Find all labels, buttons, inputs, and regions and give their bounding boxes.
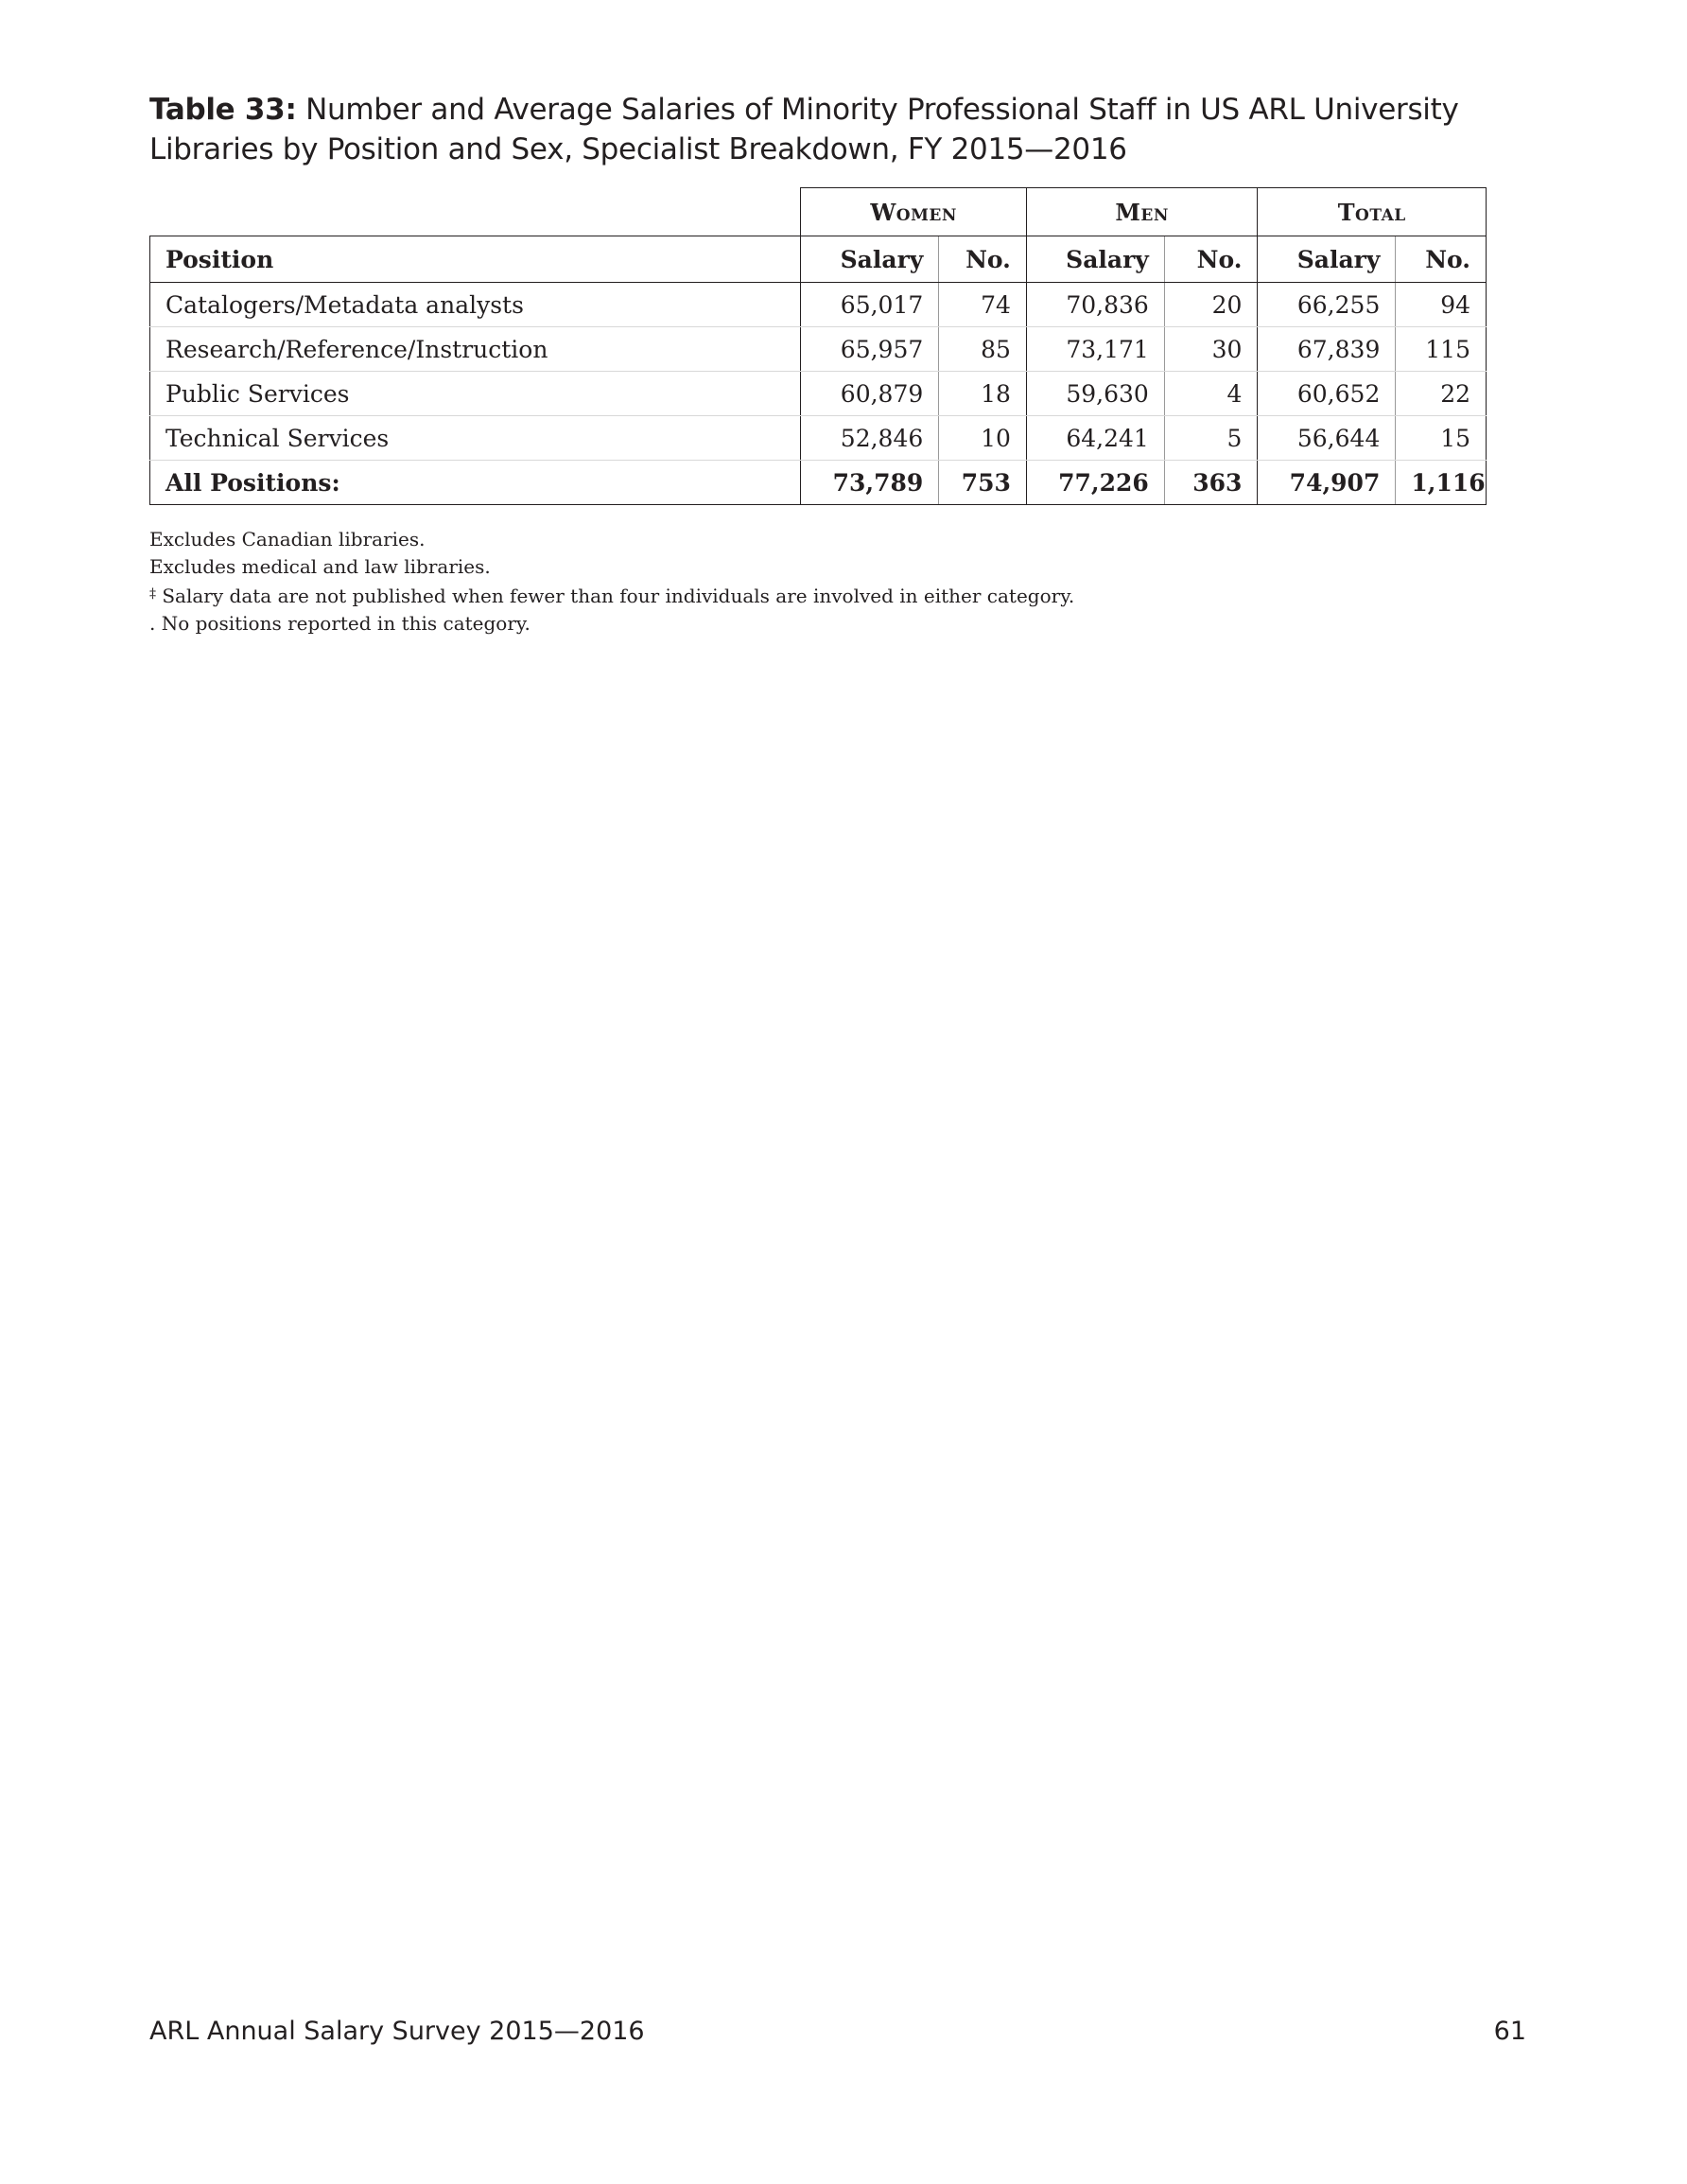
cell-men-salary: 64,241: [1026, 416, 1164, 461]
cell-total-no: 94: [1396, 283, 1487, 327]
double-dagger-symbol: ‡: [149, 586, 156, 602]
cell-men-no-total: 363: [1164, 461, 1258, 505]
footer-publication: ARL Annual Salary Survey 2015—2016: [149, 2017, 645, 2046]
page-number: 61: [1493, 2017, 1526, 2046]
column-header-total-no: No.: [1396, 236, 1487, 283]
cell-men-no: 20: [1164, 283, 1258, 327]
cell-total-salary: 56,644: [1258, 416, 1396, 461]
table-row: [150, 283, 1487, 327]
table-number: Table 33:: [149, 93, 297, 127]
cell-men-salary-total: 77,226: [1026, 461, 1164, 505]
table-row: [150, 416, 1487, 461]
note-text: Salary data are not published when fewer than four individuals are involved in either category.: [156, 585, 1075, 607]
table-caption: Number and Average Salaries of Minority Professional Staff in US ARL University Libraries by Position and Sex, Specialist Breakdown, FY 2015—2016: [149, 93, 1459, 166]
table-row: [150, 327, 1487, 372]
cell-men-no: 5: [1164, 416, 1258, 461]
cell-position: Catalogers/Metadata analysts: [150, 283, 801, 327]
cell-women-no: 74: [939, 283, 1027, 327]
cell-position: Research/Reference/Instruction: [150, 327, 801, 372]
table-notes: [149, 526, 1074, 638]
cell-women-no: 10: [939, 416, 1027, 461]
column-header-men-no: No.: [1164, 236, 1258, 283]
cell-total-salary: 66,255: [1258, 283, 1396, 327]
cell-women-salary: 52,846: [801, 416, 939, 461]
note-line: [149, 581, 1074, 610]
column-header-row: [150, 236, 1487, 283]
cell-women-salary-total: 73,789: [801, 461, 939, 505]
note-line: Excludes Canadian libraries.: [149, 528, 426, 550]
cell-men-salary: 70,836: [1026, 283, 1164, 327]
salary-table: [149, 187, 1487, 505]
group-header-total: Total: [1258, 188, 1487, 236]
cell-women-no: 85: [939, 327, 1027, 372]
cell-women-salary: 65,017: [801, 283, 939, 327]
column-header-men-salary: Salary: [1026, 236, 1164, 283]
cell-women-no-total: 753: [939, 461, 1027, 505]
note-line: Excludes medical and law libraries.: [149, 555, 491, 578]
note-line: . No positions reported in this category.: [149, 612, 530, 635]
cell-men-salary: 73,171: [1026, 327, 1164, 372]
group-header-blank: [150, 188, 801, 236]
cell-total-no: 15: [1396, 416, 1487, 461]
group-header-row: [150, 188, 1487, 236]
cell-position: Technical Services: [150, 416, 801, 461]
column-header-position: Position: [150, 236, 801, 283]
cell-men-no: 4: [1164, 372, 1258, 416]
cell-total-no: 22: [1396, 372, 1487, 416]
cell-total-label: All Positions:: [150, 461, 801, 505]
group-header-men: Men: [1026, 188, 1258, 236]
cell-men-salary: 59,630: [1026, 372, 1164, 416]
cell-total-salary-total: 74,907: [1258, 461, 1396, 505]
cell-total-no-total: 1,116: [1396, 461, 1487, 505]
column-header-women-no: No.: [939, 236, 1027, 283]
cell-women-no: 18: [939, 372, 1027, 416]
table-row: [150, 372, 1487, 416]
cell-men-no: 30: [1164, 327, 1258, 372]
cell-total-no: 115: [1396, 327, 1487, 372]
total-row: [150, 461, 1487, 505]
table-title: [149, 90, 1549, 169]
cell-total-salary: 67,839: [1258, 327, 1396, 372]
column-header-women-salary: Salary: [801, 236, 939, 283]
column-header-total-salary: Salary: [1258, 236, 1396, 283]
cell-women-salary: 65,957: [801, 327, 939, 372]
cell-women-salary: 60,879: [801, 372, 939, 416]
cell-total-salary: 60,652: [1258, 372, 1396, 416]
cell-position: Public Services: [150, 372, 801, 416]
group-header-women: Women: [801, 188, 1027, 236]
